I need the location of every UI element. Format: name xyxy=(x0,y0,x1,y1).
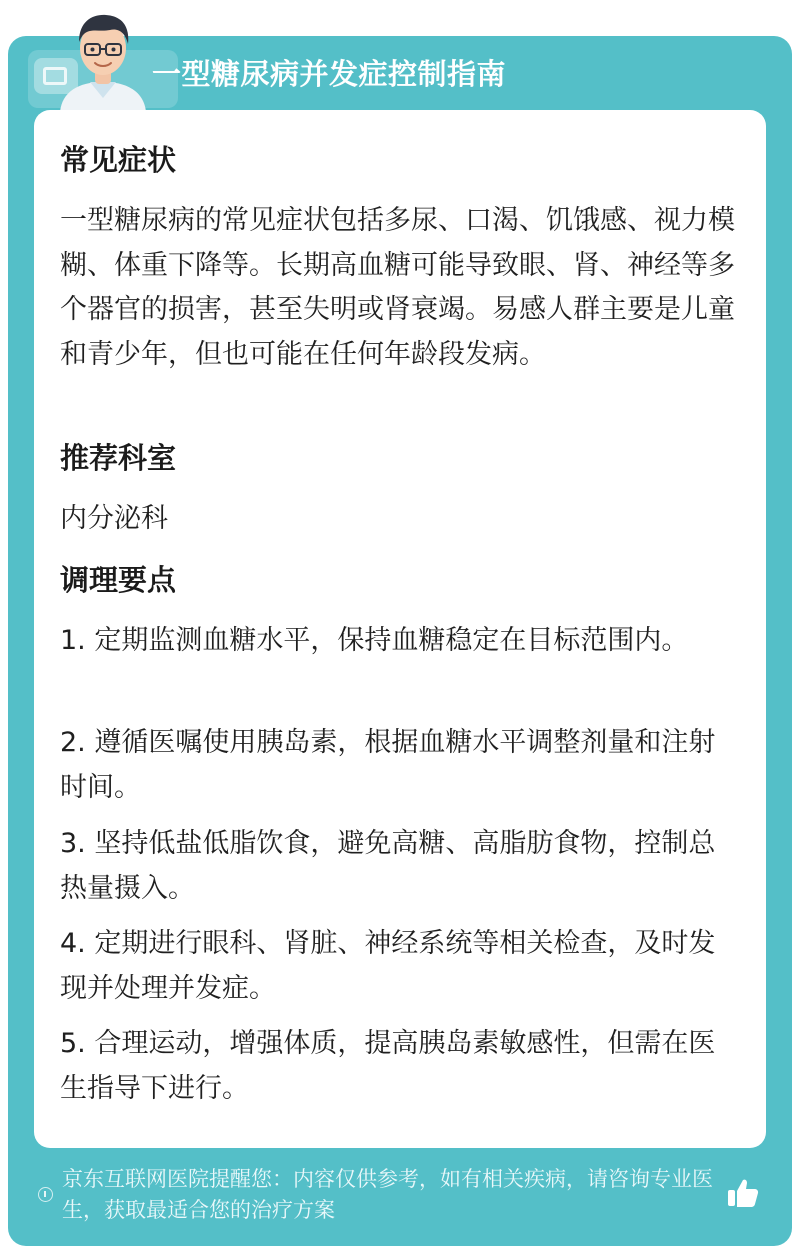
doctor-avatar xyxy=(48,8,158,112)
content-panel xyxy=(34,110,766,1148)
care-item-2: 2. 遵循医嘱使用胰岛素，根据血糖水平调整剂量和注射时间。 xyxy=(60,727,716,803)
guide-card xyxy=(8,36,792,1246)
department-heading: 推荐科室 xyxy=(60,441,177,475)
care-heading: 调理要点 xyxy=(60,563,177,597)
symptoms-heading: 常见症状 xyxy=(60,143,177,177)
symptoms-text: 一型糖尿病的常见症状包括多尿、口渴、饥饿感、视力模糊、体重下降等。长期高血糖可能导致眼、肾、神经等多个器官的损害，甚至失明或肾衰竭。易感人群主要是儿童和青少年，但也可能在任何年龄段发病。 xyxy=(60,205,735,370)
department-text: 内分泌科 xyxy=(60,503,168,534)
page-title: 一型糖尿病并发症控制指南 xyxy=(152,57,507,91)
care-item-4: 4. 定期进行眼科、肾脏、神经系统等相关检查，及时发现并处理并发症。 xyxy=(60,928,716,1004)
thumbs-up-icon[interactable] xyxy=(726,1176,760,1210)
care-item-5: 5. 合理运动，增强体质，提高胰岛素敏感性，但需在医生指导下进行。 xyxy=(60,1028,716,1104)
care-item-3: 3. 坚持低盐低脂饮食，避免高糖、高脂肪食物，控制总热量摄入。 xyxy=(60,828,716,904)
card-header xyxy=(8,36,792,111)
disclaimer-text: 京东互联网医院提醒您：内容仅供参考，如有相关疾病，请咨询专业医生，获取最适合您的治疗方案 xyxy=(62,1167,713,1222)
care-item-1: 1. 定期监测血糖水平，保持血糖稳定在目标范围内。 xyxy=(60,625,689,656)
disclaimer xyxy=(8,1160,792,1240)
info-icon xyxy=(38,1187,53,1202)
